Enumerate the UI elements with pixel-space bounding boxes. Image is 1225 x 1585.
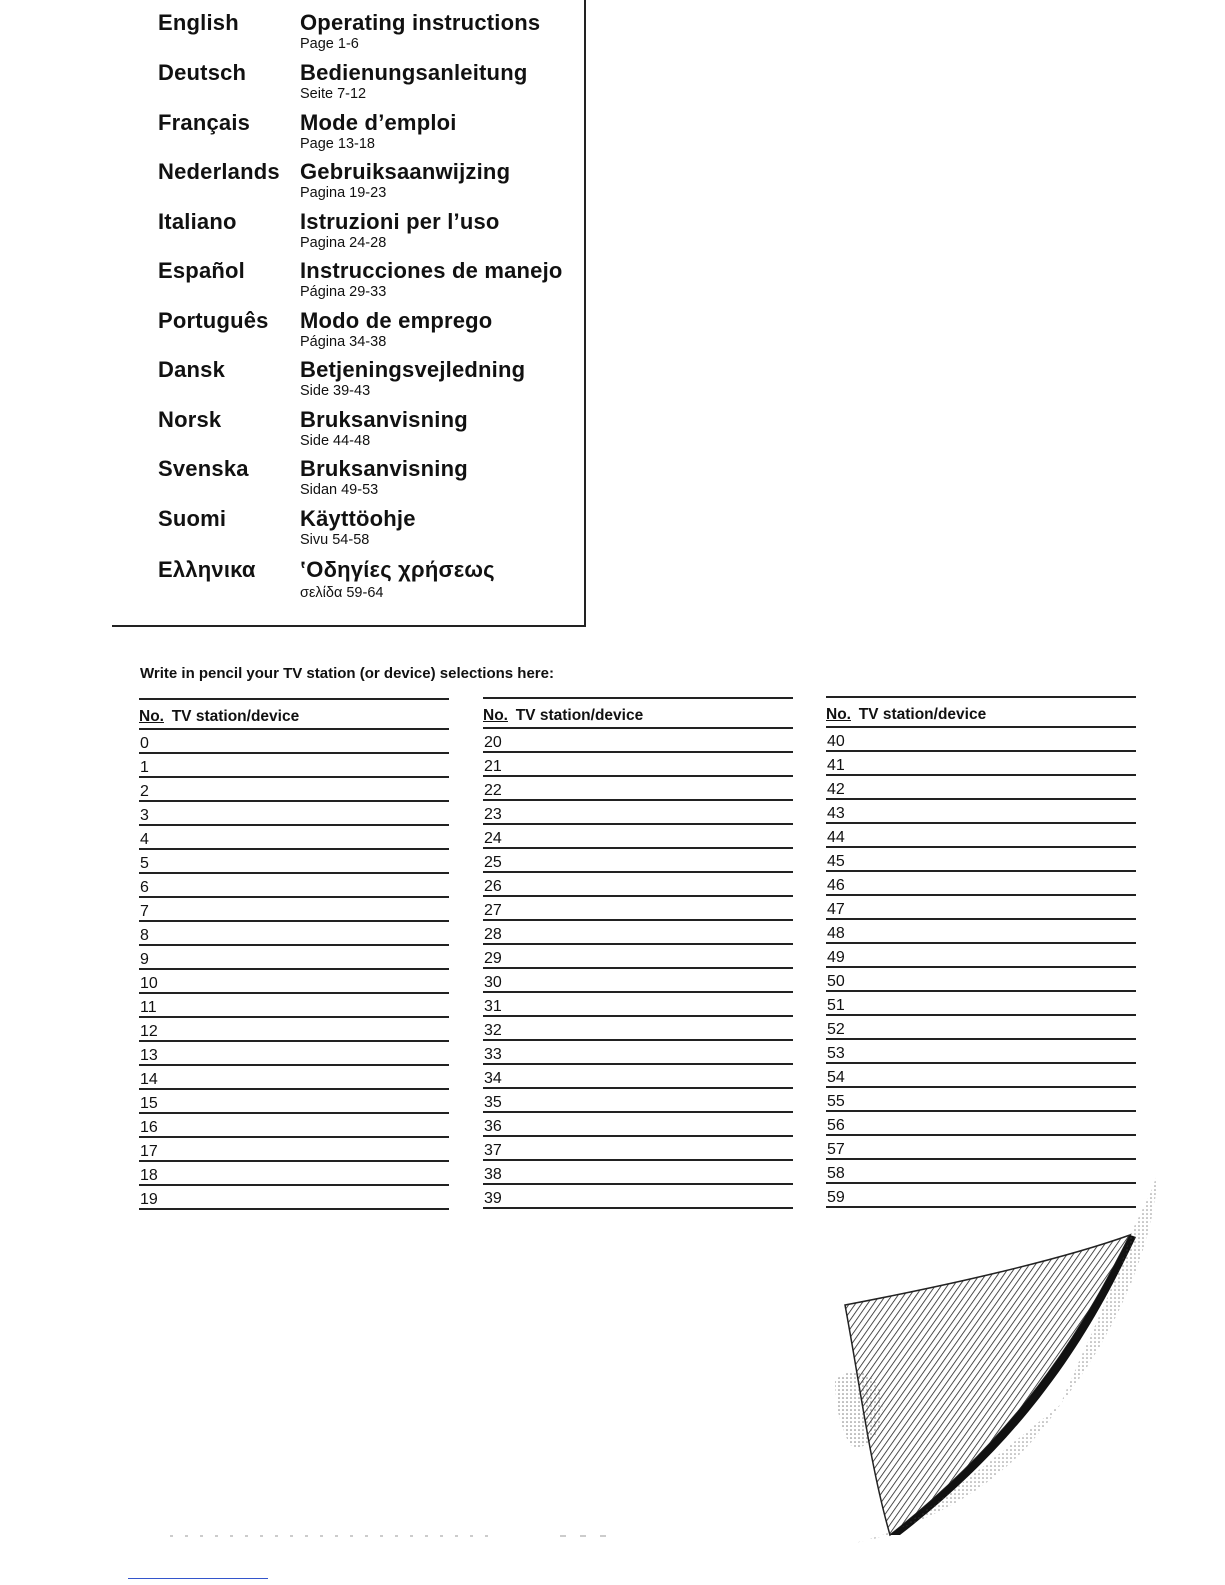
table-row[interactable]	[139, 922, 449, 946]
manual-title: Bruksanvisning	[300, 407, 468, 432]
table-row[interactable]	[139, 874, 449, 898]
language-entry	[112, 209, 586, 259]
row-number: 15	[140, 1095, 158, 1112]
row-number: 49	[827, 949, 845, 966]
row-number: 14	[140, 1071, 158, 1088]
selection-table	[483, 697, 793, 1209]
language-name: Norsk	[158, 407, 222, 432]
language-entry	[112, 557, 586, 607]
row-number: 38	[484, 1166, 502, 1183]
language-index	[112, 0, 586, 627]
row-number: 55	[827, 1093, 845, 1110]
row-number: 7	[140, 903, 149, 920]
header-station: TV station/device	[515, 707, 644, 724]
table-row[interactable]	[483, 993, 793, 1017]
row-number: 34	[484, 1070, 502, 1087]
row-number: 35	[484, 1094, 502, 1111]
row-number: 40	[827, 733, 845, 750]
table-row[interactable]	[139, 730, 449, 754]
manual-title: Bedienungsanleitung	[300, 60, 528, 85]
row-number: 30	[484, 974, 502, 991]
table-row[interactable]	[826, 752, 1136, 776]
row-number: 36	[484, 1118, 502, 1135]
table-row[interactable]	[483, 849, 793, 873]
header-station: TV station/device	[171, 708, 300, 725]
language-entry	[112, 110, 586, 160]
page-range: σελίδα 59-64	[300, 585, 384, 601]
page-range: Side 39-43	[300, 383, 371, 399]
manual-title: Käyttöohje	[300, 506, 416, 531]
selection-table	[139, 698, 449, 1210]
row-number: 4	[140, 831, 149, 848]
row-number: 42	[827, 781, 845, 798]
table-row[interactable]	[139, 778, 449, 802]
table-row[interactable]	[139, 1042, 449, 1066]
table-row[interactable]	[139, 946, 449, 970]
page-curl-graphic	[830, 1165, 1160, 1545]
row-number: 28	[484, 926, 502, 943]
table-row[interactable]	[826, 872, 1136, 896]
table-row[interactable]	[483, 897, 793, 921]
table-row[interactable]	[826, 1088, 1136, 1112]
table-row[interactable]	[483, 1065, 793, 1089]
row-number: 8	[140, 927, 149, 944]
manual-title: ʽΟδηγίες χρήσεως	[300, 557, 495, 582]
manual-title: Gebruiksaanwijzing	[300, 159, 511, 184]
row-number: 24	[484, 830, 502, 847]
table-row[interactable]	[826, 776, 1136, 800]
manual-title: Operating instructions	[300, 10, 541, 35]
page-range: Page 1-6	[300, 36, 359, 52]
table-row[interactable]	[139, 850, 449, 874]
row-number: 22	[484, 782, 502, 799]
scan-artifact	[170, 1530, 620, 1542]
header-no: No.	[139, 708, 164, 725]
manual-title: Modo de emprego	[300, 308, 493, 333]
table-row[interactable]	[483, 753, 793, 777]
row-number: 12	[140, 1023, 158, 1040]
page-range: Página 29-33	[300, 284, 387, 300]
table-row[interactable]	[826, 1016, 1136, 1040]
row-number: 25	[484, 854, 502, 871]
language-name: Español	[158, 258, 245, 283]
language-entry	[112, 357, 586, 407]
table-row[interactable]	[483, 921, 793, 945]
table-row[interactable]	[483, 969, 793, 993]
table-row[interactable]	[826, 944, 1136, 968]
table-row[interactable]	[826, 992, 1136, 1016]
table-row[interactable]	[139, 754, 449, 778]
row-number: 44	[827, 829, 845, 846]
row-number: 6	[140, 879, 149, 896]
table-row[interactable]	[483, 1161, 793, 1185]
row-number: 48	[827, 925, 845, 942]
table-row[interactable]	[483, 1089, 793, 1113]
row-number: 29	[484, 950, 502, 967]
table-row[interactable]	[139, 1138, 449, 1162]
table-row[interactable]	[826, 896, 1136, 920]
table-row[interactable]	[139, 1066, 449, 1090]
page-range: Seite 7-12	[300, 86, 367, 102]
table-row[interactable]	[139, 1162, 449, 1186]
instruction-text: Write in pencil your TV station (or device) selections here:	[140, 665, 554, 682]
language-entry	[112, 407, 586, 457]
language-name: Deutsch	[158, 60, 247, 85]
table-row[interactable]	[139, 898, 449, 922]
header-no: No.	[826, 706, 851, 723]
table-row[interactable]	[139, 970, 449, 994]
row-number: 53	[827, 1045, 845, 1062]
row-number: 5	[140, 855, 149, 872]
row-number: 33	[484, 1046, 502, 1063]
row-number: 43	[827, 805, 845, 822]
row-number: 51	[827, 997, 845, 1014]
row-number: 50	[827, 973, 845, 990]
table-row[interactable]	[483, 1017, 793, 1041]
language-name: Nederlands	[158, 159, 280, 184]
row-number: 11	[140, 999, 157, 1016]
table-row[interactable]	[826, 824, 1136, 848]
row-number: 19	[140, 1191, 158, 1208]
row-number: 17	[140, 1143, 158, 1160]
row-number: 52	[827, 1021, 845, 1038]
row-number: 20	[484, 734, 502, 751]
manual-title: Bruksanvisning	[300, 456, 468, 481]
table-row[interactable]	[483, 1137, 793, 1161]
row-number: 0	[140, 735, 149, 752]
row-number: 13	[140, 1047, 158, 1064]
page-range: Sidan 49-53	[300, 482, 379, 498]
table-row[interactable]	[483, 873, 793, 897]
manual-title: Mode d’emploi	[300, 110, 457, 135]
table-row[interactable]	[483, 1113, 793, 1137]
table-row[interactable]	[139, 826, 449, 850]
row-number: 27	[484, 902, 502, 919]
table-header	[826, 704, 1136, 728]
row-number: 23	[484, 806, 502, 823]
table-row[interactable]	[826, 1112, 1136, 1136]
language-name: Ελληνικα	[158, 557, 256, 582]
language-entry	[112, 10, 586, 60]
scan-artifact-line	[128, 1578, 268, 1579]
language-name: Suomi	[158, 506, 227, 531]
table-row[interactable]	[483, 777, 793, 801]
row-number: 21	[484, 758, 502, 775]
table-row[interactable]	[139, 1114, 449, 1138]
table-row[interactable]	[483, 825, 793, 849]
row-number: 54	[827, 1069, 845, 1086]
table-row[interactable]	[483, 729, 793, 753]
row-number: 45	[827, 853, 845, 870]
language-entry	[112, 456, 586, 506]
table-row[interactable]	[139, 1186, 449, 1210]
row-number: 57	[827, 1141, 845, 1158]
header-station: TV station/device	[858, 706, 987, 723]
table-row[interactable]	[139, 1090, 449, 1114]
table-row[interactable]	[826, 1040, 1136, 1064]
selection-table	[826, 696, 1136, 1208]
language-name: Français	[158, 110, 251, 135]
row-number: 47	[827, 901, 845, 918]
page-range: Pagina 19-23	[300, 185, 387, 201]
row-number: 46	[827, 877, 845, 894]
table-row[interactable]	[483, 801, 793, 825]
table-row[interactable]	[139, 994, 449, 1018]
language-name: English	[158, 10, 239, 35]
row-number: 3	[140, 807, 149, 824]
language-name: Italiano	[158, 209, 237, 234]
row-number: 1	[140, 759, 149, 776]
manual-title: Betjeningsvejledning	[300, 357, 526, 382]
header-no: No.	[483, 707, 508, 724]
page-range: Pagina 24-28	[300, 235, 387, 251]
row-number: 10	[140, 975, 158, 992]
page-range: Sivu 54-58	[300, 532, 370, 548]
language-name: Svenska	[158, 456, 249, 481]
row-number: 58	[827, 1165, 845, 1182]
table-header	[139, 706, 449, 730]
language-entry	[112, 60, 586, 110]
table-row[interactable]	[483, 1041, 793, 1065]
language-name: Dansk	[158, 357, 226, 382]
row-number: 37	[484, 1142, 502, 1159]
page-range: Página 34-38	[300, 334, 387, 350]
manual-title: Instrucciones de manejo	[300, 258, 563, 283]
table-row[interactable]	[826, 920, 1136, 944]
language-entry	[112, 506, 586, 556]
row-number: 16	[140, 1119, 158, 1136]
table-row[interactable]	[826, 800, 1136, 824]
table-row[interactable]	[826, 848, 1136, 872]
curl-back	[845, 1235, 1130, 1535]
table-row[interactable]	[826, 1136, 1136, 1160]
table-row[interactable]	[826, 1064, 1136, 1088]
table-row[interactable]	[826, 968, 1136, 992]
row-number: 41	[827, 757, 845, 774]
row-number: 26	[484, 878, 502, 895]
language-entry	[112, 258, 586, 308]
table-row[interactable]	[483, 945, 793, 969]
page-range: Side 44-48	[300, 433, 371, 449]
page-range: Page 13-18	[300, 136, 375, 152]
table-row[interactable]	[139, 802, 449, 826]
language-entry	[112, 308, 586, 358]
table-header	[483, 705, 793, 729]
row-number: 32	[484, 1022, 502, 1039]
language-entry	[112, 159, 586, 209]
row-number: 9	[140, 951, 149, 968]
manual-title: Istruzioni per l’uso	[300, 209, 500, 234]
language-name: Português	[158, 308, 269, 333]
table-row[interactable]	[483, 1185, 793, 1209]
table-row[interactable]	[826, 728, 1136, 752]
table-row[interactable]	[139, 1018, 449, 1042]
row-number: 2	[140, 783, 149, 800]
row-number: 18	[140, 1167, 158, 1184]
row-number: 31	[484, 998, 502, 1015]
row-number: 56	[827, 1117, 845, 1134]
row-number: 59	[827, 1189, 845, 1206]
row-number: 39	[484, 1190, 502, 1207]
